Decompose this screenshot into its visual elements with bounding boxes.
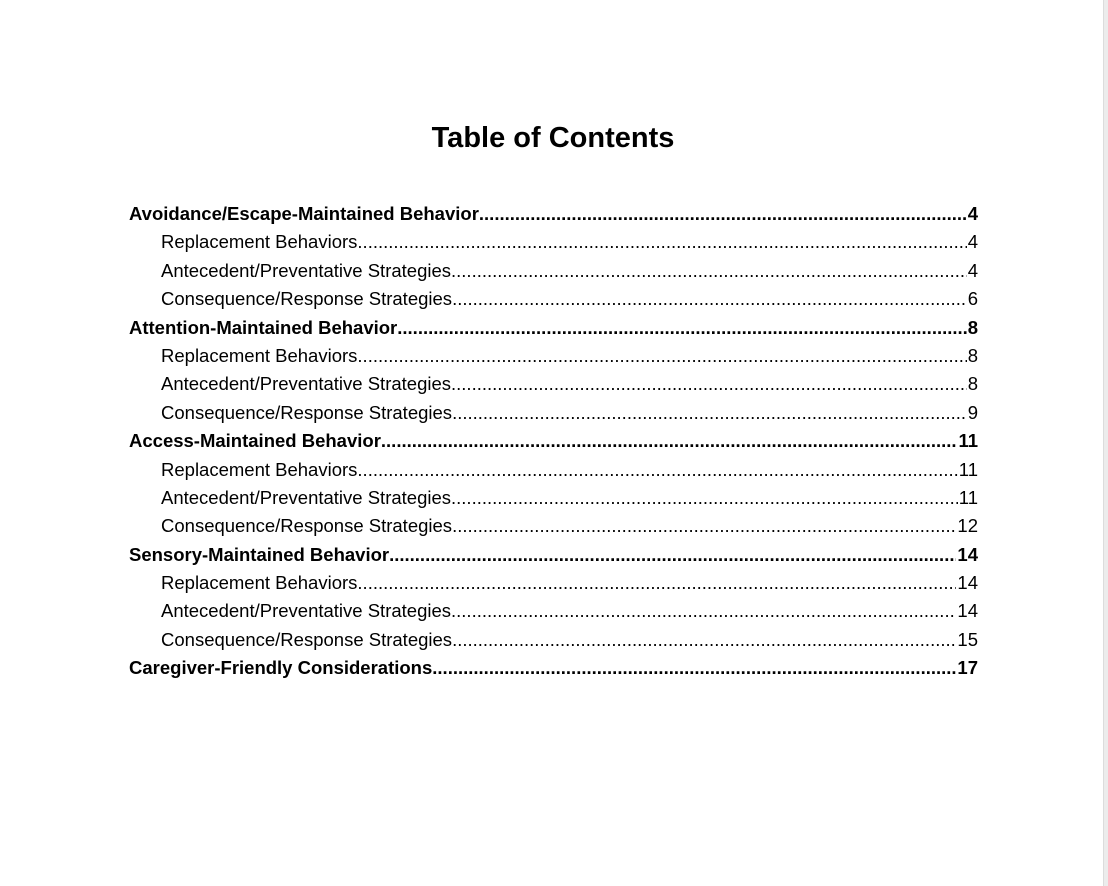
dot-leader <box>357 342 966 370</box>
dot-leader <box>451 370 967 398</box>
toc-entry-label: Replacement Behaviors <box>161 572 358 594</box>
toc-entry-label: Caregiver-Friendly Considerations <box>129 657 433 679</box>
toc-entry-label: Attention-Maintained Behavior <box>129 316 398 338</box>
toc-entry-label: Avoidance/Escape-Maintained Behavior <box>129 203 479 224</box>
toc-entry-page: 4 <box>967 203 978 224</box>
toc-entry[interactable] <box>129 626 978 654</box>
toc-entry-label: Replacement Behaviors <box>161 231 358 253</box>
toc-entry-page: 15 <box>957 628 978 650</box>
toc-entry[interactable] <box>129 342 978 370</box>
toc-entry[interactable] <box>129 228 978 256</box>
dot-leader <box>452 399 967 427</box>
toc-entry-page: 11 <box>958 430 978 452</box>
toc-entry[interactable] <box>129 512 978 540</box>
toc-entry-page: 8 <box>967 344 978 366</box>
dot-leader <box>479 200 967 228</box>
dot-leader <box>452 626 956 654</box>
toc-entry-label: Consequence/Response Strategies <box>161 628 453 650</box>
toc-entry-page: 12 <box>957 515 978 537</box>
toc-entry-label: Replacement Behaviors <box>161 344 358 366</box>
toc-entry[interactable] <box>129 597 978 625</box>
toc-entry[interactable] <box>129 541 978 569</box>
toc-entry-label: Access-Maintained Behavior <box>129 430 381 452</box>
dot-leader <box>451 257 967 285</box>
dot-leader <box>357 456 957 484</box>
toc-entry[interactable] <box>129 314 978 342</box>
toc-entry[interactable] <box>129 285 978 313</box>
toc-entry-page: 11 <box>958 458 978 480</box>
toc-entry-label: Replacement Behaviors <box>161 458 358 480</box>
toc-list <box>129 200 978 683</box>
dot-leader <box>452 285 967 313</box>
dot-leader <box>389 541 956 569</box>
dot-leader <box>432 654 956 682</box>
dot-leader <box>381 427 958 455</box>
dot-leader <box>452 512 956 540</box>
dot-leader <box>397 314 966 342</box>
toc-entry[interactable] <box>129 427 978 455</box>
toc-entry[interactable] <box>129 569 978 597</box>
toc-entry-label: Antecedent/Preventative Strategies <box>161 486 452 508</box>
toc-entry-page: 14 <box>957 600 978 622</box>
toc-entry-label: Sensory-Maintained Behavior <box>129 543 390 565</box>
toc-entry-page: 14 <box>957 572 978 594</box>
toc-entry-label: Consequence/Response Strategies <box>161 401 453 423</box>
toc-entry[interactable] <box>129 484 978 512</box>
toc-entry-page: 6 <box>967 288 978 310</box>
toc-entry-page: 4 <box>967 231 978 253</box>
toc-entry-label: Antecedent/Preventative Strategies <box>161 259 452 281</box>
toc-entry-page: 4 <box>967 259 978 281</box>
toc-entry[interactable] <box>129 654 978 682</box>
dot-leader <box>357 569 956 597</box>
toc-entry[interactable] <box>129 456 978 484</box>
toc-entry-page: 8 <box>967 373 978 395</box>
toc-entry-label: Antecedent/Preventative Strategies <box>161 600 452 622</box>
toc-entry[interactable] <box>129 200 978 228</box>
dot-leader <box>451 597 956 625</box>
dot-leader <box>451 484 958 512</box>
toc-entry-page: 17 <box>957 657 978 679</box>
toc-entry[interactable] <box>129 399 978 427</box>
toc-entry[interactable] <box>129 257 978 285</box>
toc-entry[interactable] <box>129 370 978 398</box>
toc-entry-page: 14 <box>957 543 978 565</box>
toc-entry-label: Consequence/Response Strategies <box>161 288 453 310</box>
toc-entry-page: 9 <box>967 401 978 423</box>
toc-entry-page: 11 <box>958 486 978 508</box>
window-edge <box>1103 0 1108 886</box>
page-title: Table of Contents <box>431 122 675 154</box>
toc-entry-label: Antecedent/Preventative Strategies <box>161 373 452 395</box>
toc-entry-page: 8 <box>967 316 978 338</box>
dot-leader <box>357 228 966 256</box>
toc-entry-label: Consequence/Response Strategies <box>161 515 453 537</box>
